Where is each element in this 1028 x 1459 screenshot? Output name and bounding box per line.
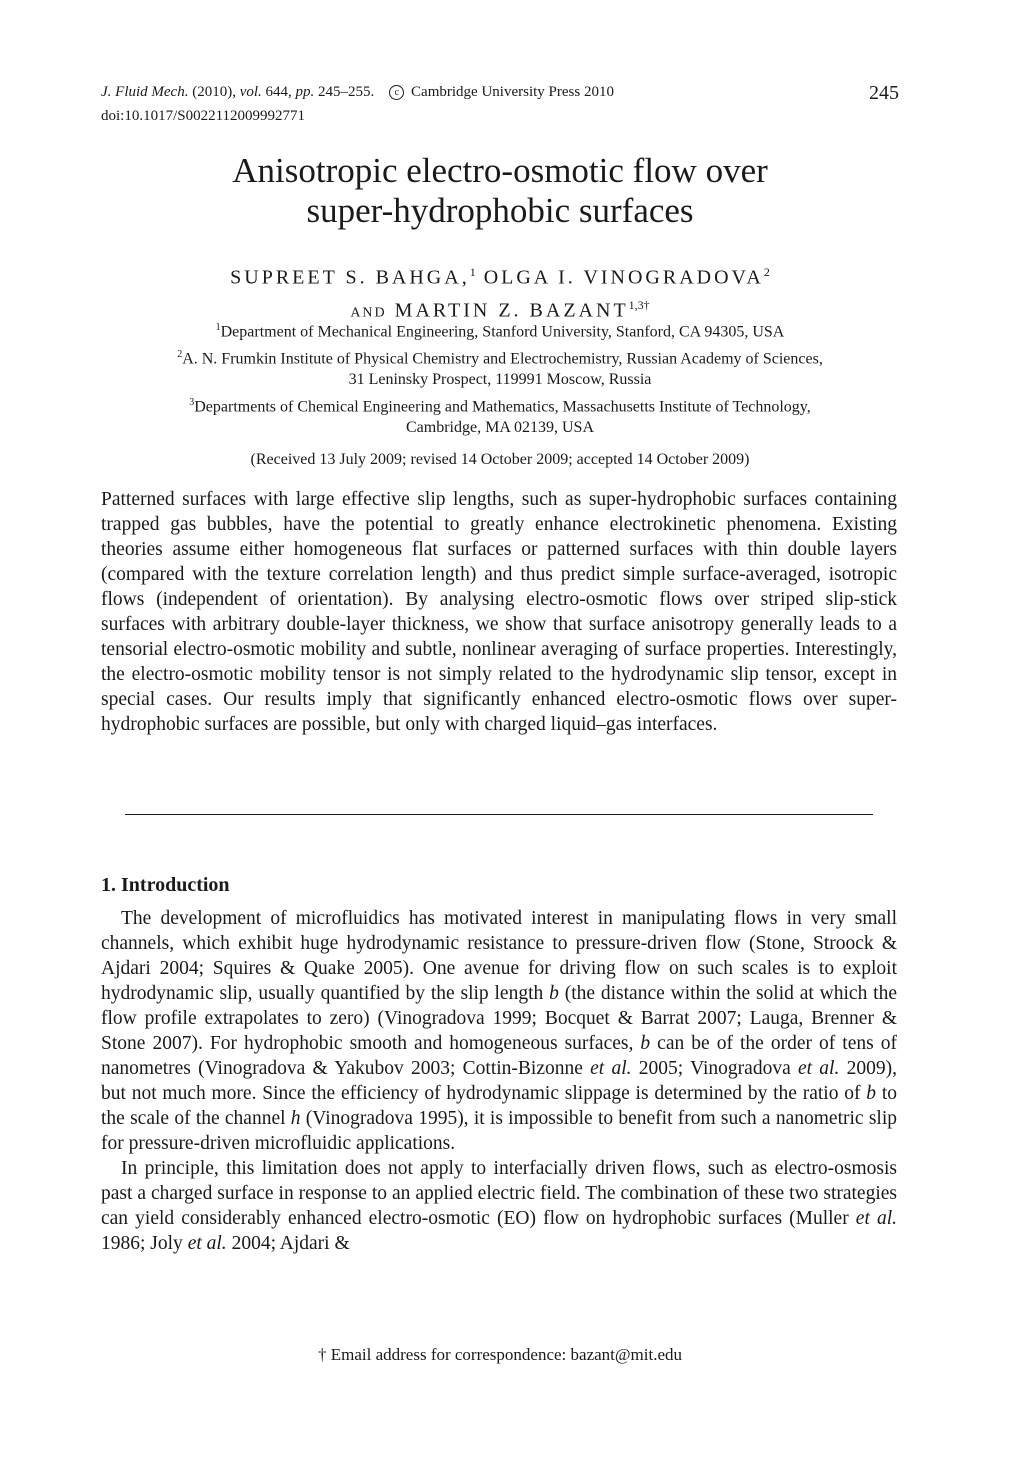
author-bahga-affil: 1 [469,265,476,279]
volume-label: vol. [239,84,262,100]
author-bazant-affil: 1,3† [628,297,650,312]
symbol-b: b [866,1083,877,1104]
author-bahga: SUPREET S. BAHGA, [230,266,470,289]
symbol-b: b [640,1033,651,1054]
dagger-mark: † [643,297,650,312]
author-bazant: MARTIN Z. BAZANT [394,299,629,322]
paper-title [0,151,1000,231]
journal-citation [101,84,614,101]
affiliation-2-line-1: $^2$A. N. Frumkin Institute of Physical Chemistry and Electrochemistry, Russian Academy of Sciences, [177,349,823,368]
affiliation-1 [0,317,1000,342]
author-line-1 [0,259,1000,292]
volume-number: 644, [265,84,292,100]
et-al: et al. [855,1208,897,1229]
paragraph-1: The development of microfluidics has motivated interest in manipulating flows in very small channels, which exhibit huge hydrodynamic resistance to pressure-driven flow (Stone, Stroock & Ajdari 2004; Squires & Quake 2005). One avenue for driving flow on such scales is to exploit hydrodynamic slip, usually quantified by the slip length b (the distance within the solid at which the flow profile extrapolates to zero) (Vinogradova 1999; Bocquet & Barrat 2007; Lauga, Brenner & Stone 2007). For hydrophobic smooth and homogeneous surfaces, b can be of the order of tens of nanometres (Vinogradova & Yakubov 2003; Cottin-Bizonne et al. 2005; Vinogradova et al. 2009), but not much more. Since the efficiency of hydrodynamic slippage is determined by the ratio of b to the scale of the channel h (Vinogradova 1995), it is impossible to benefit from such a nanometric slip for pressure-driven microfluidic applications. [101,908,898,1154]
pages-label: pp. [295,84,315,100]
abstract: Patterned surfaces with large effective slip lengths, such as super-hydrophobic surfaces containing trapped gas bubbles, have the potential to greatly enhance electrokinetic phenomena. Existing theories assume either homogeneous flat surfaces or patterned surfaces with thin double layers (compared with the texture correlation length) and thus predict simple surface-averaged, isotropic flows (independent of orientation). By analysing electro-osmotic flows over striped slip-stick surfaces with arbitrary double-layer thickness, we show that surface anisotropy generally leads to a tensorial electro-osmotic mobility and subtle, nonlinear averaging of surface properties. Interestingly, the electro-osmotic mobility tensor is not simply related to the hydrodynamic slip tensor, except in special cases. Our results imply that significantly enhanced electro-osmotic flows over super-hydrophobic surfaces are possible, but only with charged liquid–gas interfaces. [101,489,897,735]
journal-name: J. Fluid Mech. [101,84,189,100]
section-heading: 1. Introduction [101,874,230,896]
abstract-divider [125,814,873,815]
affiliation-2-number: 2 [177,349,183,360]
et-al: et al. [187,1233,227,1254]
et-al: et al. [590,1058,632,1079]
affiliation-3-line-2: Cambridge, MA 02139, USA [406,419,594,437]
page-number: 245 [869,82,899,104]
symbol-b: b [549,983,559,1004]
copyright-text: Cambridge University Press 2010 [411,84,614,100]
doi: doi:10.1017/S0022112009992771 [101,108,306,124]
author-vinogradova: OLGA I. VINOGRADOVA [483,266,764,289]
and-connector: AND [350,305,387,321]
title-line-1: Anisotropic electro-osmotic flow over [232,151,768,190]
author-vinogradova-affil: 2 [763,265,770,279]
copyright-icon: c [389,85,404,100]
section-body [101,906,897,1256]
et-al: et al. [797,1058,840,1079]
symbol-h: h [290,1108,301,1129]
title-line-2: super-hydrophobic surfaces [306,191,694,230]
affiliation-1-text: Department of Mechanical Engineering, Stanford University, Stanford, CA 94305, USA [220,323,785,341]
page-range: 245–255. [318,84,375,100]
affiliation-3-number: 3 [189,397,195,408]
received-dates: (Received 13 July 2009; revised 14 October 2009; accepted 14 October 2009) [250,451,750,468]
paragraph-2: In principle, this limitation does not apply to interfacially driven flows, such as electro-osmosis past a charged surface in response to an applied electric field. The combination of these two strategies can yield considerably enhanced electro-osmotic (EO) flow on hydrophobic surfaces (Muller et al. 1986; Joly et al. 2004; Ajdari & [101,1158,897,1254]
affiliation-2-line-2: 31 Leninsky Prospect, 119991 Moscow, Russia [348,371,652,389]
footnote-correspondence: † Email address for correspondence: bazant@mit.edu [317,1345,683,1364]
affiliation-3-line-1: $^3$Departments of Chemical Engineering and Mathematics, Massachusetts Institute of Technology, [189,397,811,416]
affiliation-3 [0,392,1000,438]
affiliation-2 [0,344,1000,390]
journal-year: (2010), [192,84,236,100]
affiliation-1-number: 1 [215,322,221,333]
